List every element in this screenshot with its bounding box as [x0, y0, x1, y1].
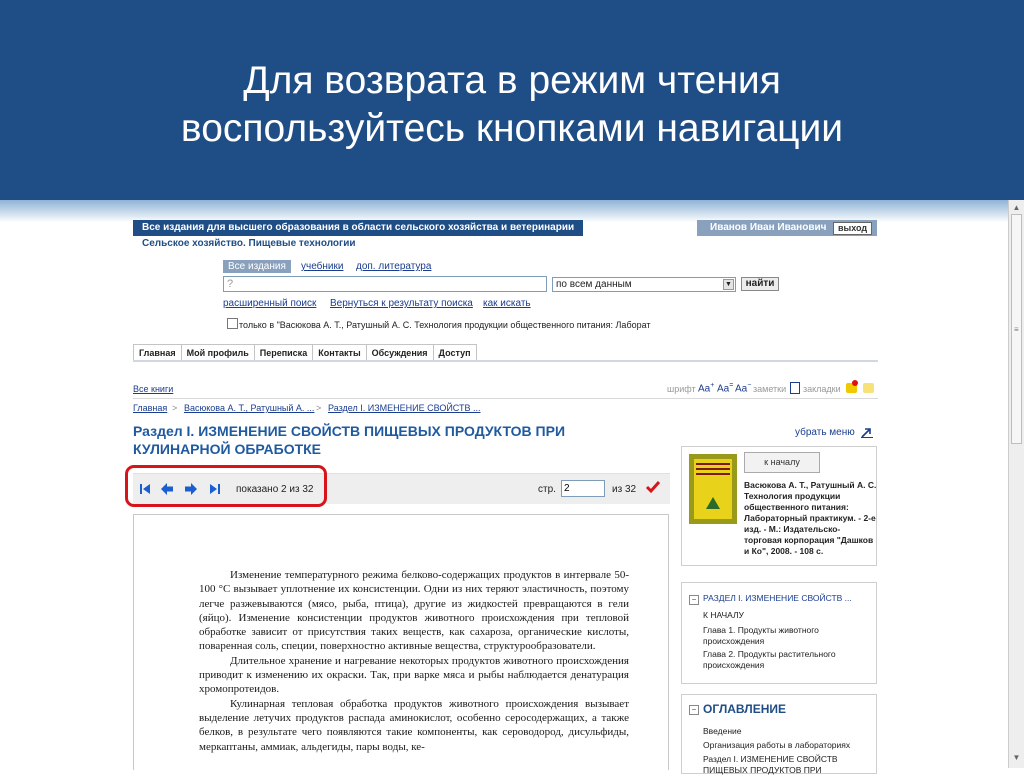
font-size-sample: Aa	[717, 383, 730, 395]
only-in-book-checkbox[interactable]	[227, 318, 238, 329]
shown-pages-status: показано 2 из 32	[236, 484, 314, 495]
scope-tab-textbooks[interactable]: учебники	[301, 261, 344, 272]
breadcrumb-separator: >	[316, 403, 322, 413]
breadcrumb-section[interactable]: Раздел I. ИЗМЕНЕНИЕ СВОЙСТВ ...	[328, 403, 481, 413]
notes-label[interactable]: заметки	[753, 384, 787, 394]
chevron-down-icon[interactable]: ▼	[723, 279, 734, 290]
tree-item-chapter-1[interactable]: Глава 1. Продукты животного происхождения	[703, 625, 819, 646]
advanced-search-link[interactable]: расширенный поиск	[223, 298, 317, 309]
font-reset-icon[interactable]: Aa=	[717, 382, 734, 395]
document-paragraph: Кулинарная тепловая обработка продуктов животного происхождения вызывает выделение летучих продуктов распада аминокислот, особенно серосодержащих, а также белков, в результате чего появляются такие компоненты, как сероводород, дисульфиды, меркаптаны, аммиак, альдегиды, пары воды, ке-	[199, 697, 629, 753]
book-info-panel	[681, 446, 877, 566]
scroll-up-arrow-icon[interactable]: ▲	[1012, 203, 1021, 212]
bookmark-red-dot-icon	[852, 380, 858, 386]
tree-section-node[interactable]: РАЗДЕЛ I. ИЗМЕНЕНИЕ СВОЙСТВ ...	[703, 593, 852, 603]
section-tree-panel	[681, 582, 877, 684]
hide-menu-arrow-icon	[861, 428, 873, 438]
tab-discussions[interactable]: Обсуждения	[366, 344, 434, 361]
tree-item-chapter-2[interactable]: Глава 2. Продукты растительного происхождения	[703, 649, 836, 670]
bookmarks-label[interactable]: закладки	[803, 384, 841, 394]
cover-title-line	[696, 473, 730, 475]
logout-button[interactable]: выход	[833, 222, 872, 235]
grip-icon: ≡	[1014, 325, 1019, 334]
to-start-button[interactable]: к началу	[744, 452, 820, 473]
font-size-sample: Aa	[698, 383, 711, 395]
toc-item-section-1[interactable]: Раздел I. ИЗМЕНЕНИЕ СВОЙСТВ ПИЩЕВЫХ ПРОДУКТОВ ПРИ	[703, 754, 838, 775]
tab-access[interactable]: Доступ	[433, 344, 477, 361]
document-paragraph: Длительное хранение и нагревание некоторых продуктов животного происхождения приводит к изменению их окраски. Так, при варке мяса и рыбы наблюдается денатурация хромопротеидов.	[199, 654, 629, 696]
bookmarks-list-icon[interactable]	[863, 383, 874, 393]
toc-item-lab-organization[interactable]: Организация работы в лабораториях	[703, 740, 851, 750]
book-description: Васюкова А. Т., Ратушный А. С. Технология продукции общественного питания: Лабораторный практикум. - 2-е изд. - М.: Издательско-торговая корпорация "Дашков и Ко", 2008. - 108 с.	[744, 480, 877, 556]
toolbar-divider	[133, 398, 878, 399]
main-tabs	[133, 344, 476, 360]
find-button[interactable]: найти	[741, 277, 779, 291]
slide-banner	[0, 0, 1024, 200]
browser-page	[0, 200, 1008, 775]
font-size-sample: Aa	[735, 383, 748, 395]
search-input[interactable]: ?	[223, 276, 547, 292]
scope-tab-extra-literature[interactable]: доп. литература	[356, 261, 432, 272]
tab-contacts[interactable]: Контакты	[312, 344, 366, 361]
cover-title-line	[696, 463, 730, 465]
note-page-icon[interactable]	[790, 382, 800, 394]
slide-title-line-2: воспользуйтесь кнопками навигации	[180, 107, 844, 150]
font-decrease-icon[interactable]: Aa−	[735, 382, 752, 395]
how-to-search-link[interactable]: как искать	[483, 298, 531, 309]
go-to-page-check-icon[interactable]	[645, 479, 661, 495]
tab-profile[interactable]: Мой профиль	[181, 344, 255, 361]
slide-title-line-1: Для возврата в режим чтения	[243, 59, 781, 102]
scroll-thumb[interactable]	[1011, 214, 1022, 444]
toc-item-introduction[interactable]: Введение	[703, 726, 742, 736]
font-increase-icon[interactable]: Aa+	[698, 382, 715, 395]
document-paragraph: Изменение температурного режима белково-содержащих продуктов в интервале 50-100 °С вызывает уплотнение их консистенции. Одни из них теряют эластичность, поэтому легче разжевываются (мясо, рыба, птица), другие из жидкостей превращаются в гели (яйцо). Изменение консистенции продуктов животного происхождения при тепловой обработке зависит от присутствия таких веществ, как сахароза, органические кислоты, поваренная соль, специи, поверхностно активные вещества, структурообразователи.	[199, 569, 629, 653]
slide-title	[0, 57, 1024, 153]
hide-menu-link[interactable]	[795, 427, 855, 438]
scroll-down-arrow-icon[interactable]: ▼	[1012, 753, 1021, 762]
search-scope-value: по всем данным	[556, 279, 632, 290]
cover-title-line	[696, 468, 730, 470]
breadcrumb-separator: >	[172, 403, 178, 413]
tab-home[interactable]: Главная	[133, 344, 182, 361]
scope-tab-all[interactable]: Все издания	[223, 260, 291, 273]
collection-subtitle: Сельское хозяйство. Пищевые технологии	[142, 238, 356, 249]
page-number-input[interactable]: 2	[561, 480, 605, 497]
collection-title[interactable]: Все издания для высшего образования в области сельского хозяйства и ветеринарии	[133, 220, 583, 236]
breadcrumb-home[interactable]: Главная	[133, 403, 168, 413]
table-of-contents-panel	[681, 694, 877, 774]
user-name: Иванов Иван Иванович	[710, 222, 827, 233]
document-page	[133, 514, 669, 770]
hide-menu-label: убрать меню	[795, 427, 855, 438]
breadcrumb-book[interactable]: Васюкова А. Т., Ратушный А. ...	[184, 403, 315, 413]
vertical-scrollbar[interactable]	[1008, 200, 1024, 768]
all-books-link[interactable]: Все книги	[133, 384, 174, 394]
page-label: стр.	[538, 484, 556, 495]
only-in-book-label: только в "Васюкова А. Т., Ратушный А. С. Технология продукции общественного питания: Лаборат	[239, 320, 651, 330]
document-text	[199, 568, 629, 754]
tree-item-start[interactable]: К НАЧАЛУ	[703, 610, 744, 620]
total-pages: из 32	[612, 484, 637, 495]
back-to-results-link[interactable]: Вернуться к результату поиска	[330, 298, 473, 309]
section-title: Раздел I. ИЗМЕНЕНИЕ СВОЙСТВ ПИЩЕВЫХ ПРОДУКТОВ ПРИ КУЛИНАРНОЙ ОБРАБОТКЕ	[133, 423, 566, 457]
collapse-icon[interactable]: −	[689, 705, 699, 715]
collapse-icon[interactable]: −	[689, 595, 699, 605]
navigation-highlight-frame	[125, 465, 327, 507]
user-panel	[697, 220, 877, 236]
tabs-divider	[133, 360, 878, 362]
tab-messages[interactable]: Переписка	[254, 344, 313, 361]
search-scope-select[interactable]	[552, 277, 736, 292]
font-label: шрифт	[667, 384, 696, 394]
reader-tools	[667, 382, 880, 396]
toc-title: ОГЛАВЛЕНИЕ	[703, 702, 787, 716]
